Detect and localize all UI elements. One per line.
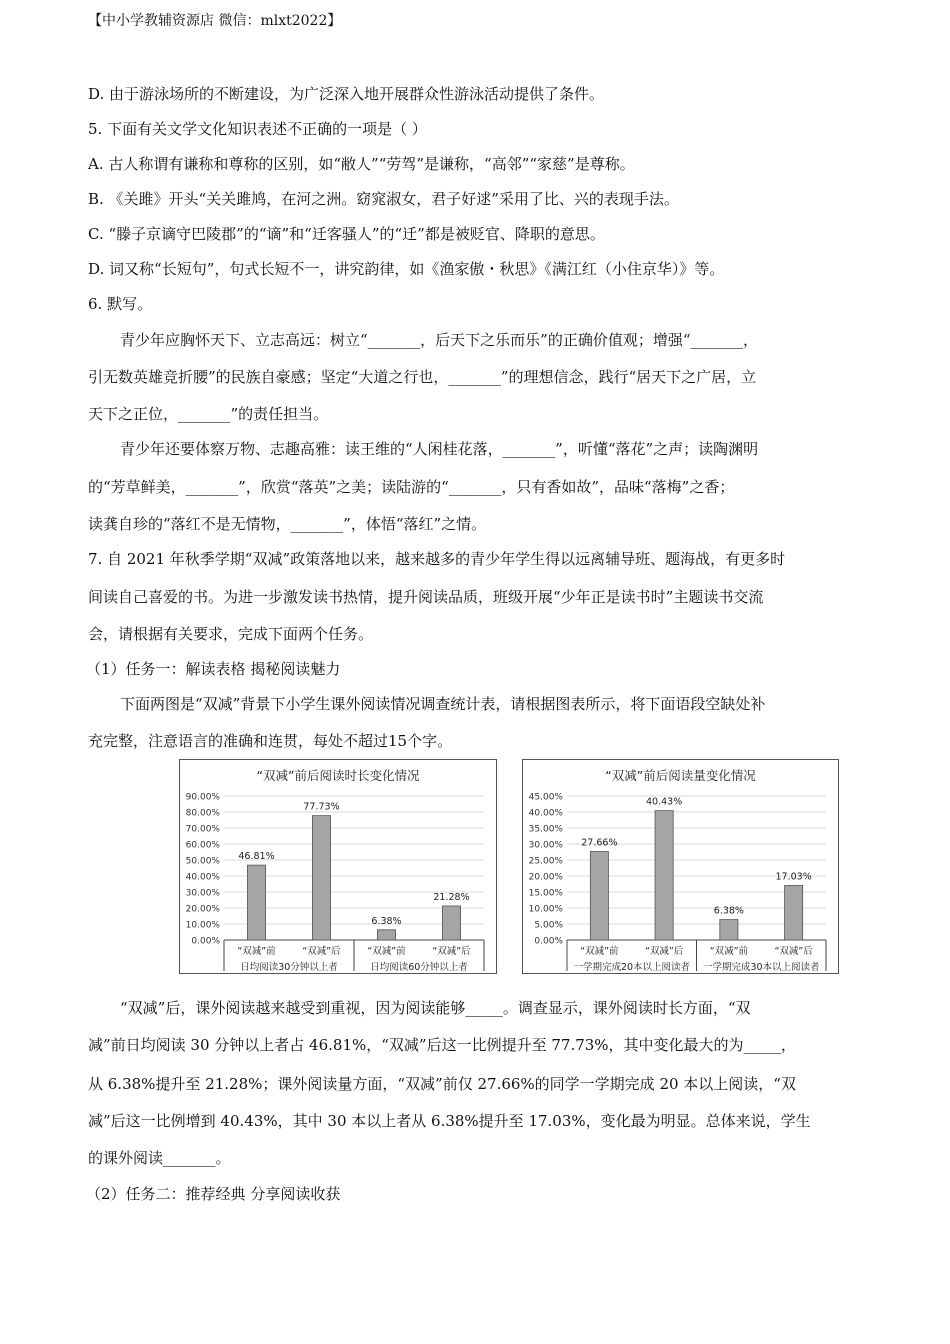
bar [655,811,673,940]
bar-value-label: 46.81% [238,851,275,863]
question-7-stem: 会，请根据有关要求，完成下面两个任务。 [88,625,374,643]
y-tick-label: 35.00% [528,824,563,835]
reading-time-chart [179,759,497,974]
bar [442,906,460,940]
y-tick-label: 80.00% [185,808,220,819]
bar-value-label: 77.73% [303,801,340,813]
bar [377,930,395,940]
chart-title: “双减”前后阅读量变化情况 [605,768,756,783]
chart-svg [523,760,838,973]
dictation-line: 天下之正位，_______”的责任担当。 [88,405,329,423]
option-a: A. 古人称谓有谦称和尊称的区别，如“敝人”“劳驾”是谦称，“高邻”“家慈”是尊称。 [88,155,635,173]
x-category-label: “双减”后 [432,946,471,957]
y-tick-label: 70.00% [185,824,220,835]
task-1-instruction: 下面两图是“双减”背景下小学生课外阅读情况调查统计表，请根据图表所示，将下面语段空缺处补 [120,695,766,713]
dictation-line: 读龚自珍的“落红不是无情物，_______”，体悟“落红”之情。 [88,515,487,533]
y-tick-label: 20.00% [528,872,563,883]
y-tick-label: 50.00% [185,856,220,867]
reading-volume-chart [522,759,839,974]
y-tick-label: 15.00% [528,888,563,899]
bar-value-label: 27.66% [581,837,618,849]
question-7-stem: 7. 自 2021 年秋季学期“双减”政策落地以来，越来越多的青少年学生得以远离辅导班、题海战，有更多时 [88,550,786,568]
x-category-label: “双减”后 [774,946,813,957]
question-7-stem: 间读自己喜爱的书。为进一步激发读书热情，提升阅读品质，班级开展“少年正是读书时”主题读书交流 [88,588,764,606]
y-tick-label: 90.00% [185,792,220,803]
x-group-label: 日均阅读30分钟以上者 [240,962,338,973]
fill-in-paragraph: 的课外阅读_______。 [88,1149,231,1167]
y-tick-label: 40.00% [185,872,220,883]
y-tick-label: 40.00% [528,808,563,819]
chart-svg [180,760,496,973]
x-category-label: “双减”前 [237,946,276,957]
y-tick-label: 0.00% [534,936,563,947]
x-category-label: “双减”前 [709,946,749,957]
source-header: 【中小学教辅资源店 微信：mlxt2022】 [88,13,342,29]
fill-in-paragraph: 减”前日均阅读 30 分钟以上者占 46.81%，“双减”后这一比例提升至 77.73%，其中变化最大的为_____， [88,1036,797,1054]
x-group-label: 一学期完成30本以上阅读者 [702,962,820,973]
y-tick-label: 20.00% [185,904,220,915]
x-category-label: “双减”后 [302,946,341,957]
bar-value-label: 40.43% [646,796,683,808]
fill-in-paragraph: 从 6.38%提升至 21.28%；课外阅读量方面，“双减”前仅 27.66%的同学一学期完成 20 本以上阅读，“双 [88,1075,796,1093]
bar-value-label: 17.03% [775,871,812,883]
dictation-line: 引无数英雄竞折腰”的民族自豪感；坚定“大道之行也，_______”的理想信念，践行“居天下之广居，立 [88,368,757,386]
x-category-label: “双减”前 [367,946,406,957]
task-1-heading: （1）任务一：解读表格 揭秘阅读魅力 [86,660,341,678]
x-category-label: “双减”后 [644,946,684,957]
option-c: C. “滕子京谪守巴陵郡”的“谪”和“迁客骚人”的“迁”都是被贬官、降职的意思。 [88,225,605,243]
y-tick-label: 60.00% [185,840,220,851]
bar-value-label: 6.38% [713,905,744,917]
y-tick-label: 10.00% [528,904,563,915]
bar-value-label: 21.28% [433,891,470,903]
y-tick-label: 10.00% [185,920,220,931]
bar [720,920,738,940]
y-tick-label: 45.00% [528,792,563,803]
option-b: B. 《关雎》开头“关关雎鸠，在河之洲。窈窕淑女，君子好逑”采用了比、兴的表现手法。 [88,190,679,208]
question-5-stem: 5. 下面有关文学文化知识表述不正确的一项是（ ） [88,120,427,138]
option-d: D. 词又称“长短句”，句式长短不一，讲究韵律，如《渔家傲・秋思》《满江红（小住京华）》等。 [88,260,725,278]
x-group-label: 日均阅读60分钟以上者 [370,962,468,973]
dictation-line: 青少年还要体察万物、志趣高雅：读王维的“人闲桂花落，_______”，听懂“落花”之声；读陶渊明 [120,440,759,458]
bar [312,816,330,940]
bar [247,865,265,940]
bar-value-label: 6.38% [371,915,402,927]
dictation-line: 的“芳草鲜美，_______”，欣赏“落英”之美；读陆游的“_______，只有香如故”，品味“落梅”之香； [88,478,735,496]
y-tick-label: 0.00% [191,936,220,947]
dictation-line: 青少年应胸怀天下、立志高远：树立“_______，后天下之乐而乐”的正确价值观；增强“_______， [120,331,759,349]
y-tick-label: 30.00% [185,888,220,899]
x-category-label: “双减”前 [580,946,619,957]
x-group-label: 一学期完成20本以上阅读者 [573,962,691,973]
fill-in-paragraph: 减”后这一比例增到 40.43%，其中 30 本以上者从 6.38%提升至 17.03%，变化最为明显。总体来说，学生 [88,1112,811,1130]
y-tick-label: 30.00% [528,840,563,851]
bar [785,886,803,940]
fill-in-paragraph: “双减”后，课外阅读越来越受到重视，因为阅读能够_____。调查显示，课外阅读时长方面，“双 [120,999,751,1017]
chart-title: “双减”前后阅读时长变化情况 [256,768,420,783]
bar [590,851,608,940]
y-tick-label: 25.00% [528,856,563,867]
task-1-instruction: 充完整，注意语言的准确和连贯，每处不超过15个字。 [88,732,453,750]
option-d-q4: D. 由于游泳场所的不断建设，为广泛深入地开展群众性游泳活动提供了条件。 [88,85,605,103]
task-2-heading: （2）任务二：推荐经典 分享阅读收获 [86,1185,341,1203]
y-tick-label: 5.00% [534,920,563,931]
question-6-stem: 6. 默写。 [88,295,153,313]
